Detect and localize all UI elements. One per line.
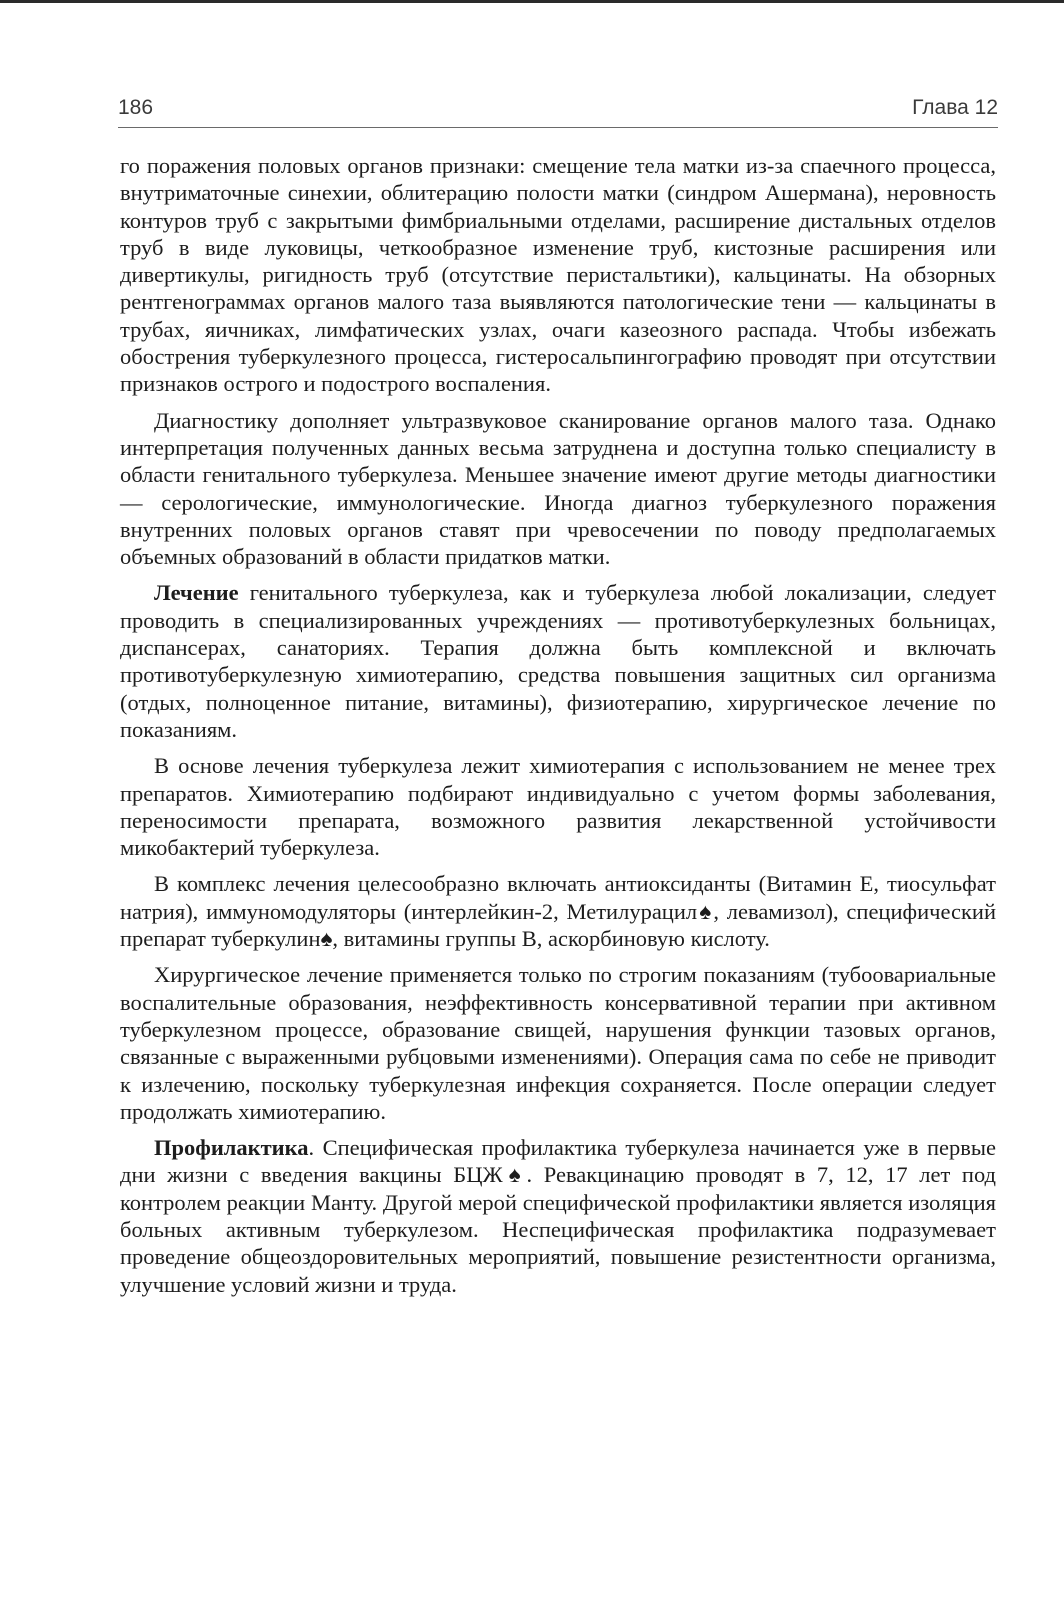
paragraph-diagnostics: [120, 407, 996, 571]
paragraph-prevention: [120, 1134, 996, 1298]
paragraph-chemotherapy: [120, 752, 996, 861]
paragraph-surgery: [120, 961, 996, 1125]
paragraph-text: Хирургическое лечение применяется только по строгим показаниям (тубоовариальные воспалительные образования, неэффективность консервативной терапии при активном туберкулезном процессе, образование свищей, нарушения функции тазовых органов, связанные с выраженными рубцовыми изменениями). Операция сама по себе не приводит к излечению, поскольку туберкулезная инфекция сохраняется. После операции следует продолжать химиотерапию.: [120, 962, 996, 1124]
paragraph-text: . Специфическая профилактика туберкулеза начинается уже в первые дни жизни с введения вакцины БЦЖ♠. Ревакцинацию проводят в 7, 12, 17 лет под контролем реакции Манту. Другой мерой специфической профилактики является изоляция больных активным туберкулезом. Неспецифическая профилактика подразумевает проведение общеоздоровительных мероприятий, повышение резистентности организма, улучшение условий жизни и труда.: [120, 1135, 996, 1297]
paragraph-text: В комплекс лечения целесообразно включать антиоксиданты (Витамин Е, тиосульфат натрия), иммуномодуляторы (интерлейкин-2, Метилурацил♠, левамизол), специфический препарат туберкулин♠, витамины группы В, аскорбиновую кислоту.: [120, 871, 996, 952]
chapter-label: Глава 12: [912, 96, 998, 119]
top-page-edge-rule: [0, 0, 1064, 3]
running-header: [118, 96, 998, 126]
paragraph-text: генитального туберкулеза, как и туберкулеза любой локализации, следует проводить в специализированных учреждениях — противотуберкулезных больницах, диспансерах, санаториях. Терапия должна быть комплексной и включать противотуберкулезную химиотерапию, средства повышения защитных сил организма (отдых, полноценное питание, витамины), физиотерапию, хирургическое лечение по показаниям.: [120, 580, 996, 742]
paragraph-continued: [120, 152, 996, 398]
paragraph-complex-treatment: [120, 870, 996, 952]
page-number: 186: [118, 96, 154, 119]
prevention-heading: Профилактика: [154, 1135, 309, 1161]
paragraph-text: го поражения половых органов признаки: смещение тела матки из-за спаечного процесса, внутриматочные синехии, облитерацию полости матки (синдром Ашермана), неровность контуров труб с закрытыми фимбриальными отделами, расширение дистальных отделов труб в виде луковицы, четкообразное изменение труб, кистозные расширения или дивертикулы, ригидность труб (отсутствие перистальтики), кальцинаты. На обзорных рентгенограммах органов малого таза выявляются патологические тени — кальцинаты в трубах, яичниках, лимфатических узлах, очаги казеозного распада. Чтобы избежать обострения туберкулезного процесса, гистеросальпингографию проводят при отсутствии признаков острого и подострого воспаления.: [120, 153, 996, 397]
paragraph-text: В основе лечения туберкулеза лежит химиотерапия с использованием не менее трех препаратов. Химиотерапию подбирают индивидуально с учетом формы заболевания, переносимости препарата, возможного развития лекарственной устойчивости микобактерий туберкулеза.: [120, 753, 996, 861]
paragraph-treatment: [120, 579, 996, 743]
body-text: [120, 152, 996, 1307]
treatment-heading: Лечение: [154, 580, 239, 606]
paragraph-text: Диагностику дополняет ультразвуковое сканирование органов малого таза. Однако интерпретация полученных данных весьма затруднена и доступна только специалисту в области генитального туберкулеза. Меньшее значение имеют другие методы диагностики — серологические, иммунологические. Иногда диагноз туберкулезного поражения внутренних половых органов ставят при чревосечении по поводу предполагаемых объемных образований в области придатков матки.: [120, 407, 996, 570]
header-rule: [118, 127, 998, 128]
